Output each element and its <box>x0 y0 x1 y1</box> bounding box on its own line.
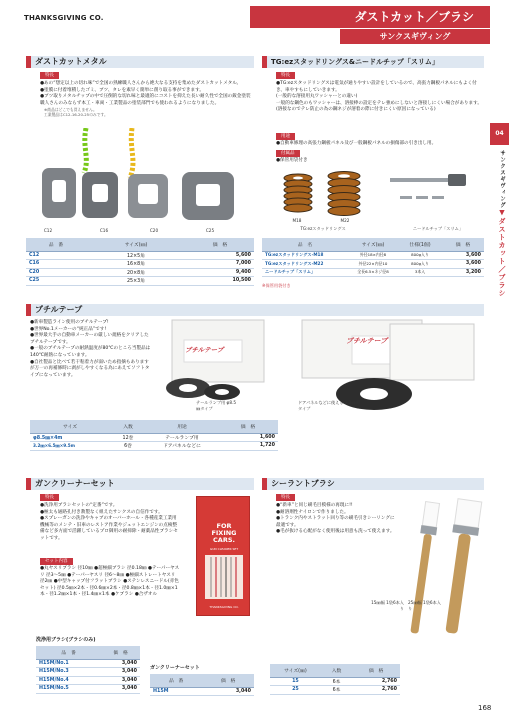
cell-name: TG:ezスタッドリングス-M18 <box>262 251 348 260</box>
cell-price: 9,400 <box>186 268 254 277</box>
table-row <box>36 685 140 694</box>
tg-parts: ●保管用袋付き <box>276 158 308 163</box>
cell-price: 3,040 <box>101 668 140 677</box>
cell-code: C20 <box>26 268 86 277</box>
feature-line: ●“新車”と同じ刷毛目模様の再現に!! <box>276 503 353 508</box>
feature-line: ●洗浄用ブラシセットの“定番”です。 <box>40 503 118 508</box>
cell-price: 2,760 <box>352 686 400 695</box>
caption-needle-tip: ニードルチップ「スリム」 <box>412 226 464 231</box>
feature-tag: 特長 <box>40 494 59 501</box>
accessory-tag: 付属品 <box>276 150 300 157</box>
table-row <box>262 260 484 269</box>
feature-line: ●新車製造ライン使用のブチルテープ! <box>30 320 109 325</box>
column-header: 品 名 <box>262 238 348 251</box>
tg-features <box>276 81 482 114</box>
caption-c12: C12 <box>43 228 53 233</box>
cell-price: 3,040 <box>202 687 254 696</box>
table-row <box>36 668 140 677</box>
package-text-line: FOR <box>216 522 232 530</box>
column-header: 品 番 <box>26 238 86 251</box>
table-row <box>26 251 254 260</box>
table-row <box>26 277 254 286</box>
feature-line: ●極太も通路孔付き教製なく組えたサンクスの自信作です。 <box>40 509 163 515</box>
table-row <box>36 676 140 685</box>
package-subtitle: GUN CLEANER SET <box>209 547 239 551</box>
butyl-tape-box-small <box>160 316 270 401</box>
note-line: ※商品はどこでも買えません。 <box>44 107 97 113</box>
column-header: 価 格 <box>352 664 400 677</box>
column-header: 仕様(1個) <box>398 238 442 251</box>
table-row <box>26 268 254 277</box>
cell-use: テールランプ用 <box>146 433 218 442</box>
page-number: 168 <box>478 704 492 712</box>
chapter-tab[interactable]: 04 <box>490 123 509 145</box>
cell-qty: 6本 <box>321 677 352 686</box>
column-header: サイズ(㎜) <box>348 238 398 251</box>
cell-size: 16×8角 <box>86 260 186 269</box>
section-heading-sealant: シーラントブラシ <box>262 478 484 490</box>
brush-price-table <box>36 646 140 694</box>
caption-m22: M22 <box>340 218 350 223</box>
column-header: サイズ(㎜) <box>86 238 186 251</box>
tg-price-table <box>262 238 484 277</box>
column-header: 価 格 <box>442 238 484 251</box>
feature-tag: 特長 <box>276 494 295 501</box>
caption-studrings: TG:ezスタッドリングス <box>300 226 346 231</box>
section-heading-tg: TG:ezスタッドリングス&ニードルチップ「スリム」 <box>262 56 484 68</box>
sealant-features <box>276 503 396 536</box>
feature-line: ●TG:ezスタッドリングスは電気が通りやすい設計をしているので、高張力鋼板パネルにもよく付き、車やすもにしていきます。 <box>276 81 477 93</box>
caption-c25: C25 <box>205 228 215 233</box>
feature-line: 一般的な鋼色のもワッシャーは、溶接棒の設定をテレ強めにしないと溶接しにくい場合があります。 <box>276 100 482 106</box>
cell-spec: 800g入り <box>398 251 442 260</box>
column-header: サイズ <box>30 420 110 433</box>
cell-qty: 6本 <box>321 686 352 695</box>
cell-price: 10,500 <box>186 277 254 286</box>
cell-price: 3,040 <box>101 659 140 668</box>
cell-price: 2,760 <box>352 677 400 686</box>
package-text-line: CARS. <box>213 536 235 544</box>
cell-price: 7,000 <box>186 260 254 269</box>
cell-size: 20×8角 <box>86 268 186 277</box>
cell-price: 3,600 <box>442 260 484 269</box>
package-brand: THANKSGIVING CO. <box>209 605 239 609</box>
cell-qty: 12巻 <box>110 433 146 442</box>
table-row <box>270 677 400 686</box>
table-row <box>262 268 484 277</box>
cell-size: 全長6.5×ネジ径8 <box>348 268 398 277</box>
cell-size: 外径22×内径10 <box>348 260 398 269</box>
caption-c20: C20 <box>149 228 159 233</box>
table-header-row <box>36 646 140 659</box>
side-arrow: ▼ <box>498 208 506 218</box>
gun-set-contents: ●丸ヤスリブラシ 径10㎜ ●超極細ブラシ 径0.18㎜ ●テーパーヤスリ 径3〜5㎜ ●テーパーヤスリ 径6〜8㎜ ●極細ストレートヤスリ 径2㎜ ●中型キャップ付フラットブラシ ●ステンレスニードル(赤色セット) 径0.5㎜×2本・径0.6㎜×2本・径0.8㎜×1本・径1.0㎜×1本・径1.2㎜×1本・径1.4㎜×1本 ●ケブラシ ●合ザオル <box>40 566 180 598</box>
cell-code: H15M/No.4 <box>36 676 101 685</box>
column-header: 価 格 <box>101 646 140 659</box>
table-header-row <box>270 664 400 677</box>
page-subtitle: サンクスギヴィング <box>340 29 490 44</box>
column-header: 入数 <box>321 664 352 677</box>
feature-line: ●世界最大手の自動車メーカーの厳しい規格をクリアしたブチルテープです。 <box>30 333 149 345</box>
cell-spec: 3本入 <box>398 268 442 277</box>
cell-code: H15M/No.1 <box>36 659 101 668</box>
feature-line: ●一般のブチルテープの耐熱温度が80℃のところ当製品は140℃耐熱になっています。 <box>30 346 151 358</box>
chapter-side-text <box>493 150 507 298</box>
cell-price: 3,600 <box>442 251 484 260</box>
section-heading-putty: プチルテープ <box>26 304 484 316</box>
cell-size: 25 <box>270 686 321 695</box>
cell-price: 3,040 <box>101 676 140 685</box>
feature-line: ●耐溶剤性ナイロンで作りました。 <box>276 509 349 515</box>
table-row <box>262 251 484 260</box>
note-line: 工業製品はC12-16-20-25のみです。 <box>44 112 108 118</box>
cell-name: TG:ezスタッドリングス-M22 <box>262 260 348 269</box>
gun-features <box>40 503 180 543</box>
dustcut-features <box>40 81 252 117</box>
cell-code: C25 <box>26 277 86 286</box>
tg-uses: ●自動車修理の高張力鋼板パネル及び一般鋼板パネルの損傷部の引き出し用。 <box>276 141 437 146</box>
stud-rings-photo <box>270 166 484 224</box>
brushes-in-package-icon <box>205 555 243 599</box>
side-text-small: サンクスギヴィング <box>499 150 505 209</box>
cell-price: 1,720 <box>218 442 278 451</box>
caption-tape-small: テールランプ用 φ8.5㎜タイプ <box>196 400 236 411</box>
dustcut-price-table <box>26 238 254 286</box>
cell-size: 25×3角 <box>86 277 186 286</box>
caption-tape-large: ドアパネルなどに使える 3.2㎜厚タイプ <box>298 400 360 411</box>
putty-features <box>30 320 152 379</box>
column-header: 用途 <box>146 420 218 433</box>
feature-line: ●世界No.1メーカーの“純正品”です! <box>30 326 107 332</box>
brand-logo: THANKSGIVING CO. <box>24 14 104 22</box>
gun-set-price-table <box>150 674 254 696</box>
caption-brush-25: 25㎜幅 1袋6本入り <box>408 600 441 611</box>
cell-size: φ8.5㎜×4m <box>30 433 110 442</box>
butyl-box-label: ブチルテープ <box>185 346 224 354</box>
package-headline <box>203 523 245 544</box>
cell-price: 3,200 <box>442 268 484 277</box>
feature-line: ●塗膜に付着堆積したゴミ、ブツ、タレを素早く簡単に削り取る事ができます。 <box>40 87 204 93</box>
putty-price-table <box>30 420 278 451</box>
table-row <box>150 687 254 696</box>
cell-code: C16 <box>26 260 86 269</box>
cell-price: 5,600 <box>186 251 254 260</box>
page-title: ダストカット／ブラシ <box>250 6 490 28</box>
table-row <box>36 659 140 668</box>
tg-note: ※保管用袋付き <box>262 283 291 288</box>
feature-line: ●ブツ取りメタルチップの中で圧倒的な切れ味と最適的にコストを抑えた長い耐久性で全国の鈑金塗装職人さんのみならず本工・車両・工業製品の塗装部門でも使われるようになりました。 <box>40 94 251 106</box>
feature-line: ●スプレーガンの洗浄やキャブのオーバーホール・各種産業工業用機械等のメンテ・旧車のレストア作業やジェットエンジンの点検整備など多方面で活躍しているプロ御用の耐掃除・耐薬品性ブラシセットです。 <box>40 516 178 541</box>
set-contents-tag: セット内容 <box>40 558 73 565</box>
column-header: サイズ(㎜) <box>270 664 321 677</box>
cell-size: 3.2㎜×6.5㎜×9.5m <box>30 442 110 451</box>
cell-size: 外径18×内径8 <box>348 251 398 260</box>
table-header-row <box>26 238 254 251</box>
cell-price: 1,600 <box>218 433 278 442</box>
cell-size: 12×5角 <box>86 251 186 260</box>
table-row <box>30 433 278 442</box>
table-header-row <box>262 238 484 251</box>
cell-code: H15M/No.5 <box>36 685 101 694</box>
column-header: 入数 <box>110 420 146 433</box>
use-tag: 用途 <box>276 133 295 140</box>
section-heading-gun: ガンクリーナーセット <box>26 478 254 490</box>
gun-set-label: ガンクリーナーセット <box>150 665 200 671</box>
table-row <box>270 686 400 695</box>
column-header: 価 格 <box>202 674 254 687</box>
cell-qty: 6巻 <box>110 442 146 451</box>
column-header: 品 番 <box>150 674 202 687</box>
caption-brush-15: 15㎜幅 1袋6本入り <box>371 600 404 611</box>
feature-line: ●トランク内やストラット回り等の刷毛引きシーリングに最適です。 <box>276 516 395 528</box>
side-text-main: ダストカット／ブラシ <box>498 217 506 298</box>
butyl-box-label-large: ブチルテープ <box>346 337 388 345</box>
table-row <box>26 260 254 269</box>
column-header: 品 番 <box>36 646 101 659</box>
table-header-row <box>30 420 278 433</box>
column-header: 価 格 <box>186 238 254 251</box>
section-heading-dustcut: ダストカットメタル <box>26 56 254 68</box>
caption-c16: C16 <box>99 228 109 233</box>
cell-spec: 800g入り <box>398 260 442 269</box>
cell-name: ニードルチップ「スリム」 <box>262 268 348 277</box>
cell-code: H15M <box>150 687 202 696</box>
cell-use: ドアパネルなどに <box>146 442 218 451</box>
gun-cleaner-package <box>196 496 250 616</box>
package-text-line: FIXING <box>211 529 237 537</box>
table-header-row <box>150 674 254 687</box>
sealant-price-table <box>270 664 400 695</box>
feature-line: (一般的な溶接用丸ワッシャーとの違い) <box>276 94 358 100</box>
dustcut-metal-photo <box>34 128 254 228</box>
feature-line: ●あの“想定以上の切れ味”で全国の熟練職人さんから絶大なる支持を集めたダストカットメタル。 <box>40 81 242 86</box>
feature-line: (溶接なのでテレ防止の為の鋼ネジが溶着の際に付きにくい原因になっている) <box>276 107 436 113</box>
cell-price: 3,040 <box>101 685 140 694</box>
cell-code: C12 <box>26 251 86 260</box>
sealant-brushes-photo <box>400 496 484 646</box>
table-row <box>30 442 278 451</box>
caption-m18: M18 <box>292 218 302 223</box>
feature-line: ●毛が抜ける心配がなく使用後は用意も洗って使えます。 <box>276 529 395 535</box>
cell-size: 15 <box>270 677 321 686</box>
feature-tag: 特長 <box>276 72 295 79</box>
cell-code: H15M/No.3 <box>36 668 101 677</box>
brush-only-label: 洗浄用ブラシ(ブラシのみ) <box>36 637 96 643</box>
column-header: 価 格 <box>218 420 278 433</box>
feature-line: ●自社製品と比べて若干粘着力が弱いため指摘もありますが万一の再補修時に剥がしやすくなる為にあえてソフトタイプになっています。 <box>30 359 150 378</box>
feature-tag: 特長 <box>40 72 59 79</box>
